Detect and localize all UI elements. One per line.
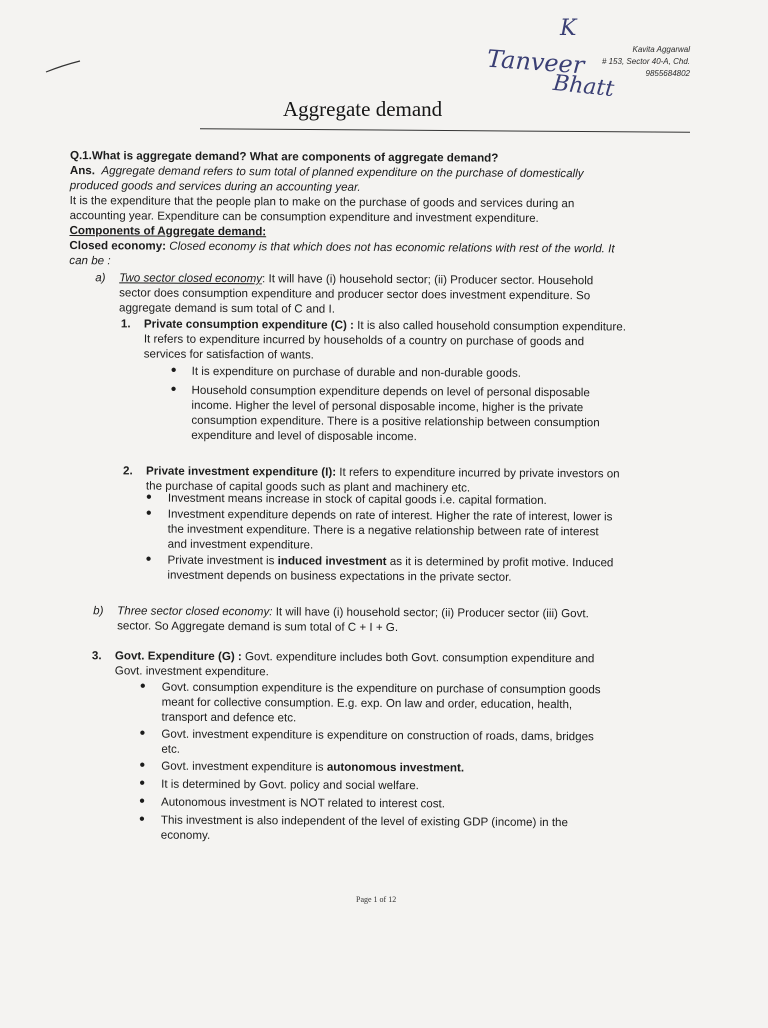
three-sector-line-2: sector. So Aggregate demand is sum total of C + I + G.	[117, 619, 399, 635]
pce-bullet-2-line-4: expenditure and level of disposable income.	[191, 428, 417, 444]
govt-line-2: Govt. investment expenditure.	[114, 664, 269, 679]
closed-economy-def-2: can be :	[69, 254, 111, 268]
pie-bullet-3-pre: Private investment is	[167, 553, 278, 568]
bullet-dot: ●	[145, 507, 152, 519]
pce-number: 1.	[120, 317, 131, 331]
pce-bullet-1: It is expenditure on purchase of durable and non-durable goods.	[191, 364, 522, 380]
govt-number: 3.	[91, 649, 102, 663]
pce-bullet-2-line-3: consumption expenditure. There is a positive relationship between consumption	[191, 413, 600, 430]
pie-bullet-2-line-3: and investment expenditure.	[167, 537, 314, 552]
pce-bullet-2-line-1: Household consumption expenditure depends on level of personal disposable	[191, 383, 590, 400]
answer-label: Ans.	[69, 164, 96, 178]
question-label: Q.1.	[69, 149, 92, 163]
answer-line-3: It is the expenditure that the people plan to make on the purchase of goods and services during an	[69, 194, 575, 211]
pie-number: 2.	[123, 464, 133, 478]
govt-bullet-3	[161, 759, 464, 776]
govt-bullet-6-line-1: This investment is also independent of the level of existing GDP (income) in the	[160, 813, 569, 830]
govt-bullet-3-pre: Govt. investment expenditure is	[161, 759, 327, 774]
govt-bullet-1-line-3: transport and defence etc.	[161, 710, 297, 725]
govt-bullet-1-line-1: Govt. consumption expenditure is the expenditure on purchase of consumption goods	[161, 680, 601, 697]
govt-line-1-rest: Govt. expenditure includes both Govt. consumption expenditure and	[245, 650, 595, 666]
question-text: What is aggregate demand? What are components of aggregate demand?	[91, 149, 499, 165]
author-name: Kavita Aggarwal	[632, 45, 690, 54]
bullet-dot: ●	[145, 491, 152, 503]
pce-line-3: services for satisfaction of wants.	[143, 347, 314, 362]
pce-bullet-2-line-2: income. Higher the level of personal disposable income, higher is the private	[191, 398, 584, 415]
govt-bullet-6-line-2: economy.	[160, 828, 211, 842]
pie-bullet-2-line-1: Investment expenditure depends on rate of interest. Higher the rate of interest, lower is	[167, 507, 613, 524]
page-title: Aggregate demand	[283, 97, 443, 121]
two-sector-line-3: aggregate demand is sum total of C and I.	[118, 301, 335, 316]
govt-bullet-1-line-2: meant for collective consumption. E.g. exp. On law and order, education, health,	[161, 695, 573, 712]
govt-bullet-4: It is determined by Govt. policy and social welfare.	[161, 777, 419, 793]
pce-line-2: It refers to expenditure incurred by households of a country on purchase of goods and	[143, 332, 585, 349]
govt-bullet-5: Autonomous investment is NOT related to interest cost.	[160, 795, 446, 811]
govt-heading: Govt. Expenditure (G) :	[114, 649, 242, 664]
bullet-dot: ●	[138, 813, 145, 825]
pie-bullet-3-post: as it is determined by profit motive. Induced	[386, 555, 614, 570]
govt-bullet-3-bold: autonomous investment.	[326, 760, 465, 775]
pie-line-1-rest: It refers to expenditure incurred by private investors on	[339, 465, 620, 481]
answer-definition-2: produced goods and services during an accounting year.	[69, 179, 361, 194]
pce-line-1-rest: It is also called household consumption expenditure.	[357, 318, 626, 334]
two-sector-rest: : It will have (i) household sector; (ii) Producer sector. Household	[262, 272, 594, 288]
pie-bullet-3-line-2: investment depends on business expectations in the private sector.	[167, 568, 512, 584]
author-phone: 9855684802	[645, 69, 690, 78]
handwritten-mark: K	[560, 16, 577, 41]
author-address: # 153, Sector 40-A, Chd.	[601, 57, 690, 66]
two-sector-label: Two sector closed economy	[119, 271, 263, 286]
answer-definition-1: Aggregate demand refers to sum total of planned expenditure on the purchase of domestically	[101, 164, 584, 181]
bullet-dot: ●	[170, 364, 177, 376]
pie-bullet-3-bold: induced investment	[277, 554, 387, 569]
pie-line-2: the purchase of capital goods such as plant and machinery etc.	[145, 479, 471, 495]
govt-bullet-2-line-1: Govt. investment expenditure is expenditure on construction of roads, dams, bridges	[161, 727, 594, 744]
bullet-dot: ●	[139, 680, 146, 692]
bullet-dot: ●	[170, 383, 177, 395]
three-sector-label: Three sector closed economy:	[117, 604, 273, 619]
handwritten-name-last: Bhatt	[551, 70, 616, 103]
answer-line-4: accounting year. Expenditure can be consumption expenditure and investment expenditure.	[69, 209, 539, 225]
marker-b: b)	[93, 604, 104, 618]
bullet-dot: ●	[139, 759, 146, 771]
components-heading: Components of Aggregate demand:	[69, 224, 267, 239]
closed-economy-def-1: Closed economy is that which does not has economic relations with rest of the world. It	[169, 239, 615, 256]
bullet-dot: ●	[139, 777, 146, 789]
pie-heading: Private investment expenditure (I):	[146, 464, 337, 479]
page-footer: Page 1 of 12	[356, 895, 397, 904]
two-sector-line-2: sector does consumption expenditure and producer sector does investment expenditure. So	[119, 286, 591, 303]
marker-a: a)	[95, 271, 106, 285]
closed-economy-label: Closed economy:	[69, 239, 167, 253]
pce-heading: Private consumption expenditure (C) :	[143, 317, 354, 332]
bullet-dot: ●	[145, 553, 152, 565]
three-sector-rest: It will have (i) household sector; (ii) Producer sector (iii) Govt.	[272, 605, 589, 621]
pie-bullet-2-line-2: the investment expenditure. There is a negative relationship between rate of interest	[167, 522, 599, 539]
bullet-dot: ●	[138, 795, 146, 807]
closed-economy-line-1	[69, 238, 614, 256]
pie-bullet-1: Investment means increase in stock of capital goods i.e. capital formation.	[167, 491, 547, 507]
govt-bullet-2-line-2: etc.	[161, 742, 181, 756]
bullet-dot: ●	[139, 727, 146, 739]
handwritten-name-first: Tanveer	[486, 44, 586, 80]
